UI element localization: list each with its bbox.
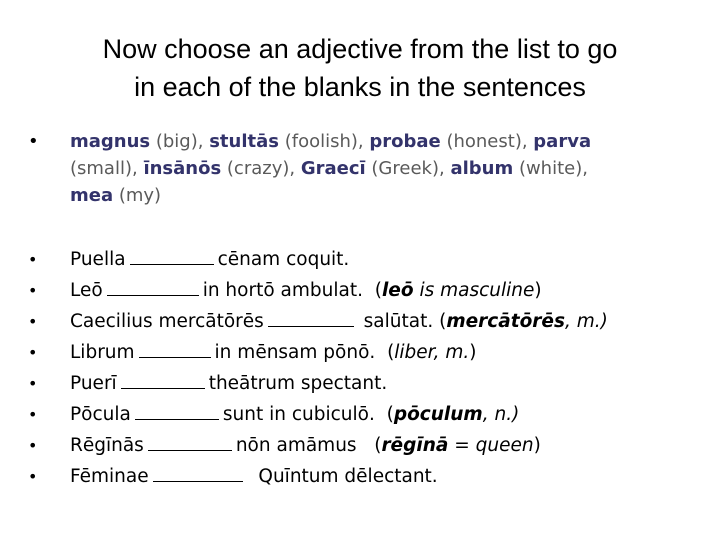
- sentence-item: [28, 244, 708, 275]
- sentence-item: [28, 430, 708, 461]
- blank-line[interactable]: [135, 401, 219, 420]
- blank-line[interactable]: [121, 370, 205, 389]
- sentence-end: in mēnsam pōnō.: [214, 342, 376, 363]
- adjective-list: [28, 128, 698, 209]
- note-paren: (: [374, 435, 382, 456]
- bullet: •: [28, 312, 38, 331]
- note-text: = queen: [448, 435, 534, 456]
- bullet: •: [28, 343, 38, 362]
- note-paren: (: [387, 342, 395, 363]
- note-text: , n.): [482, 404, 520, 425]
- bullet: •: [28, 467, 38, 486]
- sentence-item: [28, 368, 708, 399]
- sentence-end: cēnam coquit.: [217, 249, 350, 270]
- title-line-1: Now choose an adjective from the list to go: [102, 34, 618, 64]
- adjective-gloss: (small),: [70, 158, 144, 179]
- adjective-gloss: (foolish),: [278, 131, 370, 152]
- adjective-word: Graecī: [300, 158, 366, 179]
- note-word: mercātōrēs: [446, 311, 565, 332]
- sentence-item: [28, 399, 708, 430]
- sentence-start: Puella: [70, 249, 126, 270]
- blank-line[interactable]: [107, 277, 199, 296]
- note-paren: ): [469, 342, 477, 363]
- sentence-item: [28, 461, 708, 492]
- note-paren: ): [534, 280, 542, 301]
- sentence-note: [375, 280, 542, 301]
- sentence-item: [28, 275, 708, 306]
- adjective-gloss: (crazy),: [221, 158, 301, 179]
- adjective-word: magnus: [70, 131, 151, 152]
- sentence-note: [439, 311, 608, 332]
- sentence-end: salūtat.: [363, 311, 434, 332]
- adjective-gloss: (my): [113, 185, 162, 206]
- title-line-2: in each of the blanks in the sentences: [134, 72, 586, 102]
- note-paren: (: [374, 280, 382, 301]
- note-word: pōculum: [393, 404, 483, 425]
- adjective-list-text: [70, 128, 698, 209]
- sentence-note: [387, 342, 476, 363]
- sentence-item: [28, 337, 708, 368]
- bullet: •: [28, 281, 38, 300]
- sentence-list: [28, 244, 708, 492]
- blank-line[interactable]: [148, 432, 232, 451]
- note-paren: ): [533, 435, 541, 456]
- bullet: •: [28, 374, 38, 393]
- blank-line[interactable]: [130, 246, 214, 265]
- note-paren: (: [386, 404, 394, 425]
- sentence-end: theātrum spectant.: [208, 373, 388, 394]
- adjective-word: probae: [369, 131, 441, 152]
- note-word: leō: [381, 280, 414, 301]
- sentence-start: Leō: [70, 280, 103, 301]
- sentence-start: Caecilius mercātōrēs: [70, 311, 264, 332]
- adjective-gloss: (Greek),: [365, 158, 451, 179]
- sentence-start: Fēminae: [70, 466, 149, 487]
- bullet: •: [28, 436, 38, 455]
- bullet: •: [28, 405, 38, 424]
- sentence-item: [28, 306, 708, 337]
- sentence-end: in hortō ambulat.: [202, 280, 363, 301]
- adjective-word: īnsānōs: [143, 158, 222, 179]
- adjective-gloss: (honest),: [440, 131, 534, 152]
- blank-line[interactable]: [153, 463, 243, 482]
- sentence-end: sunt in cubiculō.: [222, 404, 375, 425]
- sentence-end: Quīntum dēlectant.: [258, 466, 438, 487]
- note-word: rēgīnā: [381, 435, 449, 456]
- sentence-end: nōn amāmus: [235, 435, 357, 456]
- adjective-gloss: (white),: [513, 158, 588, 179]
- adjective-gloss: (big),: [150, 131, 210, 152]
- adjective-word: stultās: [209, 131, 279, 152]
- sentence-start: Puerī: [70, 373, 117, 394]
- adjective-word: parva: [533, 131, 592, 152]
- note-text: liber, m.: [394, 342, 470, 363]
- adjective-word: mea: [70, 185, 114, 206]
- blank-line[interactable]: [139, 339, 211, 358]
- sentence-start: Pōcula: [70, 404, 131, 425]
- note-text: , m.): [565, 311, 608, 332]
- note-paren: (: [439, 311, 447, 332]
- bullet: •: [28, 131, 39, 152]
- slide-title: [20, 30, 700, 106]
- sentence-start: Rēgīnās: [70, 435, 144, 456]
- sentence-note: [374, 435, 541, 456]
- note-text: is masculine: [413, 280, 535, 301]
- blank-line[interactable]: [268, 308, 354, 327]
- adjective-word: album: [450, 158, 514, 179]
- bullet: •: [28, 250, 38, 269]
- sentence-note: [387, 404, 520, 425]
- sentence-start: Librum: [70, 342, 135, 363]
